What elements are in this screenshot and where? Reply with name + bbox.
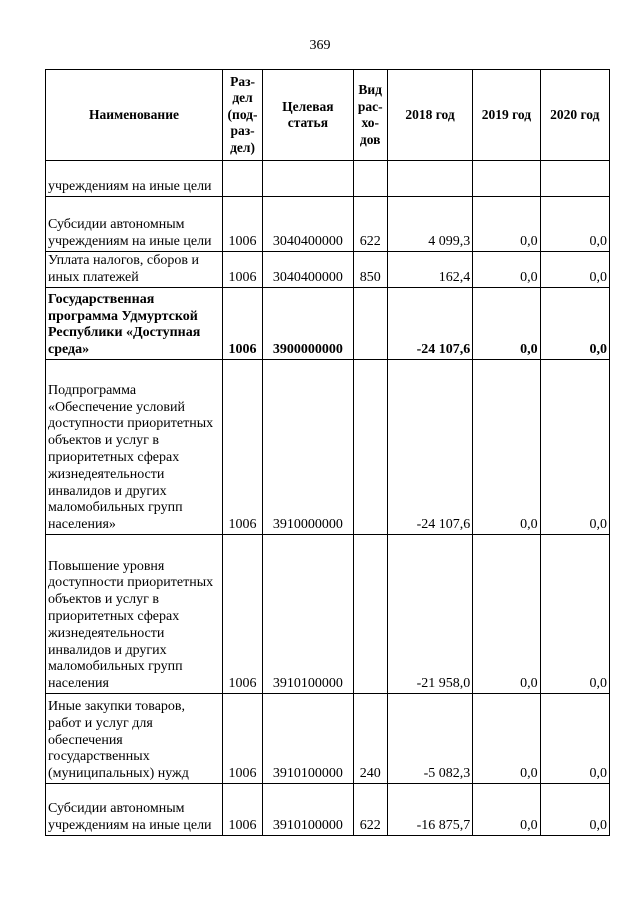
row-section: 1006 xyxy=(222,288,262,360)
row-2020 xyxy=(540,161,609,197)
row-name: Иные закупки товаров, работ и услуг для обеспечения государственных (муниципальных) нужд xyxy=(46,694,223,784)
row-2019: 0,0 xyxy=(473,694,540,784)
row-target: 3910100000 xyxy=(263,784,353,836)
row-2020: 0,0 xyxy=(540,784,609,836)
row-2019: 0,0 xyxy=(473,360,540,535)
row-2018 xyxy=(387,161,472,197)
row-2020: 0,0 xyxy=(540,288,609,360)
row-2019: 0,0 xyxy=(473,535,540,694)
row-2020: 0,0 xyxy=(540,252,609,288)
row-2018: -24 107,6 xyxy=(387,360,472,535)
row-target: 3900000000 xyxy=(263,288,353,360)
row-2018: -5 082,3 xyxy=(387,694,472,784)
row-expense-type xyxy=(353,161,387,197)
header-2018: 2018 год xyxy=(387,70,472,161)
row-2018: 4 099,3 xyxy=(387,197,472,252)
header-section: Раз-дел (под-раз-дел) xyxy=(222,70,262,161)
row-2020: 0,0 xyxy=(540,535,609,694)
page-number: 369 xyxy=(309,38,331,53)
row-2019: 0,0 xyxy=(473,197,540,252)
budget-table xyxy=(45,69,610,836)
row-section: 1006 xyxy=(222,360,262,535)
table-row xyxy=(46,535,610,694)
row-2020: 0,0 xyxy=(540,694,609,784)
row-2018: -21 958,0 xyxy=(387,535,472,694)
row-name: Субсидии автономным учреждениям на иные цели xyxy=(46,784,223,836)
row-name: учреждениям на иные цели xyxy=(46,161,223,197)
row-2019: 0,0 xyxy=(473,252,540,288)
row-2020: 0,0 xyxy=(540,360,609,535)
row-target xyxy=(263,161,353,197)
row-section: 1006 xyxy=(222,694,262,784)
row-expense-type: 240 xyxy=(353,694,387,784)
table-row xyxy=(46,197,610,252)
header-target: Целевая статья xyxy=(263,70,353,161)
header-2020: 2020 год xyxy=(540,70,609,161)
table-row xyxy=(46,161,610,197)
row-name: Подпрограмма «Обеспечение условий доступности приоритетных объектов и услуг в приоритетных сферах жизнедеятельности инвалидов и других маломобильных групп населения» xyxy=(46,360,223,535)
table-row xyxy=(46,784,610,836)
row-name: Повышение уровня доступности приоритетных объектов и услуг в приоритетных сферах жизнедеятельности инвалидов и других маломобильных групп населения xyxy=(46,535,223,694)
row-name: Государственная программа Удмуртской Республики «Доступная среда» xyxy=(46,288,223,360)
row-expense-type: 622 xyxy=(353,197,387,252)
row-name: Уплата налогов, сборов и иных платежей xyxy=(46,252,223,288)
row-2018: -16 875,7 xyxy=(387,784,472,836)
row-target: 3040400000 xyxy=(263,197,353,252)
row-expense-type xyxy=(353,288,387,360)
table-row xyxy=(46,252,610,288)
row-expense-type: 850 xyxy=(353,252,387,288)
row-target: 3910000000 xyxy=(263,360,353,535)
row-2018: 162,4 xyxy=(387,252,472,288)
row-2019: 0,0 xyxy=(473,288,540,360)
row-2019 xyxy=(473,161,540,197)
row-name: Субсидии автономным учреждениям на иные цели xyxy=(46,197,223,252)
table-row-program xyxy=(46,288,610,360)
table-row xyxy=(46,694,610,784)
table-header-row xyxy=(46,70,610,161)
row-section: 1006 xyxy=(222,535,262,694)
row-target: 3910100000 xyxy=(263,535,353,694)
row-expense-type: 622 xyxy=(353,784,387,836)
header-expense-type: Вид рас-хо-дов xyxy=(353,70,387,161)
row-target: 3910100000 xyxy=(263,694,353,784)
row-expense-type xyxy=(353,360,387,535)
row-2019: 0,0 xyxy=(473,784,540,836)
header-name: Наименование xyxy=(46,70,223,161)
row-expense-type xyxy=(353,535,387,694)
row-section: 1006 xyxy=(222,197,262,252)
row-section: 1006 xyxy=(222,252,262,288)
row-section xyxy=(222,161,262,197)
row-target: 3040400000 xyxy=(263,252,353,288)
row-section: 1006 xyxy=(222,784,262,836)
row-2020: 0,0 xyxy=(540,197,609,252)
table-row xyxy=(46,360,610,535)
header-2019: 2019 год xyxy=(473,70,540,161)
row-2018: -24 107,6 xyxy=(387,288,472,360)
